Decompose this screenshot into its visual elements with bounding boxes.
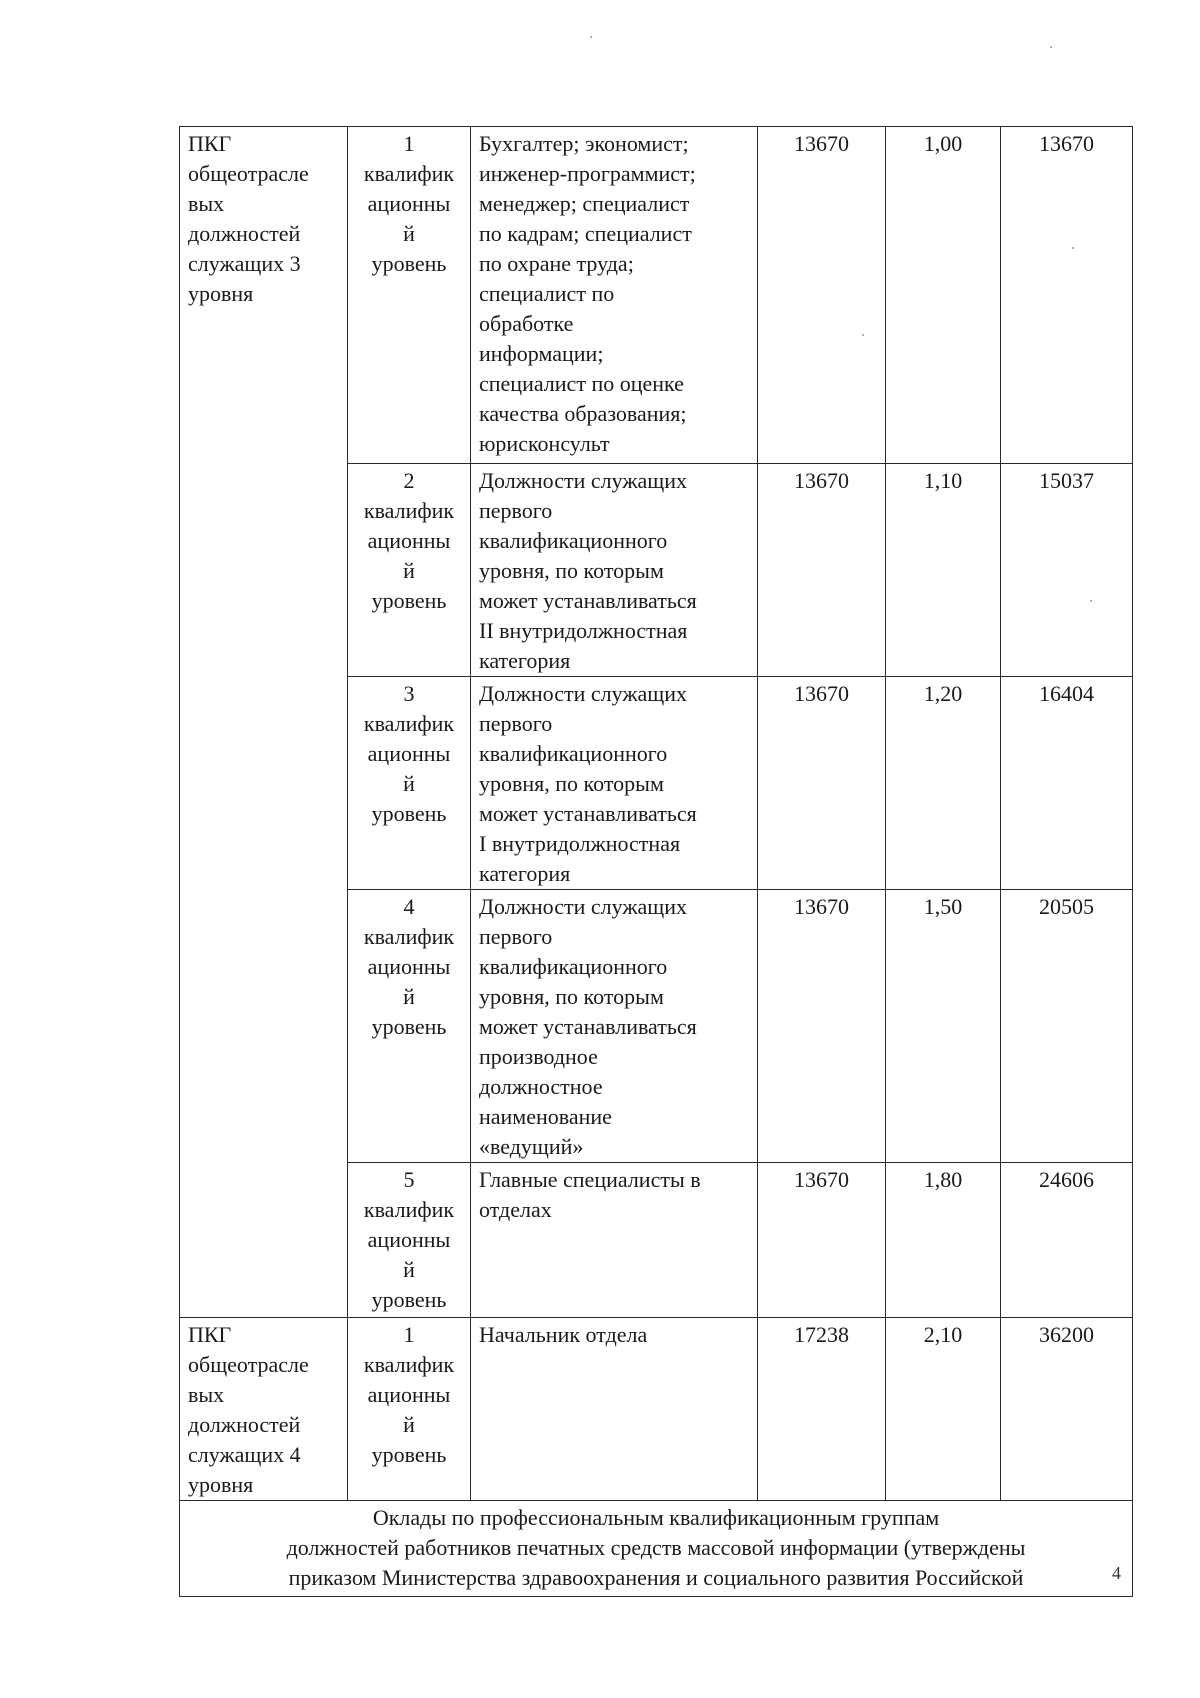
salary-value: 13670 bbox=[794, 1167, 849, 1192]
total-value: 13670 bbox=[1039, 131, 1094, 156]
posts-text: Начальник отдела bbox=[479, 1322, 648, 1347]
level-name: 5 квалифик ационны й уровень bbox=[363, 1167, 455, 1312]
coefficient-cell bbox=[886, 464, 1001, 677]
footer-cell bbox=[180, 1501, 1133, 1597]
level-cell bbox=[348, 1163, 471, 1318]
level-name: 1 квалифик ационны й уровень bbox=[363, 131, 455, 276]
total-value: 20505 bbox=[1039, 894, 1094, 919]
scan-speck bbox=[590, 36, 592, 38]
posts-cell bbox=[471, 127, 758, 464]
total-value: 16404 bbox=[1039, 681, 1094, 706]
coefficient-cell bbox=[886, 890, 1001, 1163]
salary-cell bbox=[758, 1163, 886, 1318]
coefficient-value: 1,80 bbox=[923, 1167, 963, 1192]
scan-speck bbox=[1090, 600, 1092, 602]
table-footer-row bbox=[180, 1501, 1133, 1597]
level-name: 4 квалифик ационны й уровень bbox=[363, 894, 455, 1039]
group-name: ПКГ общеотрасле вых должностей служащих 3 уровня bbox=[188, 131, 309, 306]
salary-value: 13670 bbox=[794, 468, 849, 493]
salary-value: 17238 bbox=[794, 1322, 849, 1347]
posts-text: Должности служащих первого квалификационного уровня, по которым может устанавливаться I внутридолжностная категория bbox=[479, 681, 697, 886]
coefficient-value: 1,10 bbox=[923, 468, 963, 493]
total-value: 36200 bbox=[1039, 1322, 1094, 1347]
coefficient-cell bbox=[886, 1163, 1001, 1318]
total-cell bbox=[1001, 464, 1133, 677]
table-row bbox=[180, 127, 1133, 464]
coefficient-value: 1,00 bbox=[923, 131, 963, 156]
total-cell bbox=[1001, 1318, 1133, 1501]
posts-cell bbox=[471, 1318, 758, 1501]
group-cell bbox=[180, 1318, 348, 1501]
posts-cell bbox=[471, 677, 758, 890]
posts-text: Бухгалтер; экономист; инженер-программист; менеджер; специалист по кадрам; специалист по охране труда; специалист по обработке информации; специалист по оценке качества образования; юрисконсульт bbox=[479, 131, 696, 456]
salary-cell bbox=[758, 890, 886, 1163]
posts-text: Главные специалисты в отделах bbox=[479, 1167, 701, 1222]
coefficient-value: 2,10 bbox=[923, 1322, 963, 1347]
total-cell bbox=[1001, 127, 1133, 464]
posts-text: Должности служащих первого квалификационного уровня, по которым может устанавливаться II внутридолжностная категория bbox=[479, 468, 697, 673]
scan-speck bbox=[1050, 46, 1052, 48]
salary-cell bbox=[758, 127, 886, 464]
salary-value: 13670 bbox=[794, 894, 849, 919]
coefficient-cell bbox=[886, 1318, 1001, 1501]
scan-speck bbox=[862, 334, 864, 336]
coefficient-value: 1,50 bbox=[923, 894, 963, 919]
total-cell bbox=[1001, 677, 1133, 890]
total-value: 24606 bbox=[1039, 1167, 1094, 1192]
coefficient-value: 1,20 bbox=[923, 681, 963, 706]
level-name: 3 квалифик ационны й уровень bbox=[363, 681, 455, 826]
table-row bbox=[180, 1318, 1133, 1501]
scan-speck bbox=[1072, 247, 1074, 249]
salary-table bbox=[179, 126, 1133, 1597]
salary-cell bbox=[758, 1318, 886, 1501]
level-cell bbox=[348, 677, 471, 890]
level-cell bbox=[348, 127, 471, 464]
total-cell bbox=[1001, 890, 1133, 1163]
level-name: 1 квалифик ационны й уровень bbox=[363, 1322, 455, 1467]
page-number: 4 bbox=[1112, 1563, 1121, 1583]
level-cell bbox=[348, 890, 471, 1163]
coefficient-cell bbox=[886, 677, 1001, 890]
salary-value: 13670 bbox=[794, 131, 849, 156]
posts-cell bbox=[471, 464, 758, 677]
posts-text: Должности служащих первого квалификационного уровня, по которым может устанавливаться производное должностное наименование «ведущий» bbox=[479, 894, 697, 1159]
level-cell bbox=[348, 1318, 471, 1501]
group-cell bbox=[180, 127, 348, 1318]
group-name: ПКГ общеотрасле вых должностей служащих 4 уровня bbox=[188, 1322, 309, 1497]
coefficient-cell bbox=[886, 127, 1001, 464]
total-cell bbox=[1001, 1163, 1133, 1318]
level-name: 2 квалифик ационны й уровень bbox=[363, 468, 455, 613]
salary-cell bbox=[758, 677, 886, 890]
posts-cell bbox=[471, 890, 758, 1163]
total-value: 15037 bbox=[1039, 468, 1094, 493]
salary-value: 13670 bbox=[794, 681, 849, 706]
footer-text: Оклады по профессиональным квалификационным группам должностей работников печатных средств массовой информации (утверждены приказом Министерства здравоохранения и социального развития Российской bbox=[286, 1505, 1026, 1590]
salary-cell bbox=[758, 464, 886, 677]
posts-cell bbox=[471, 1163, 758, 1318]
level-cell bbox=[348, 464, 471, 677]
